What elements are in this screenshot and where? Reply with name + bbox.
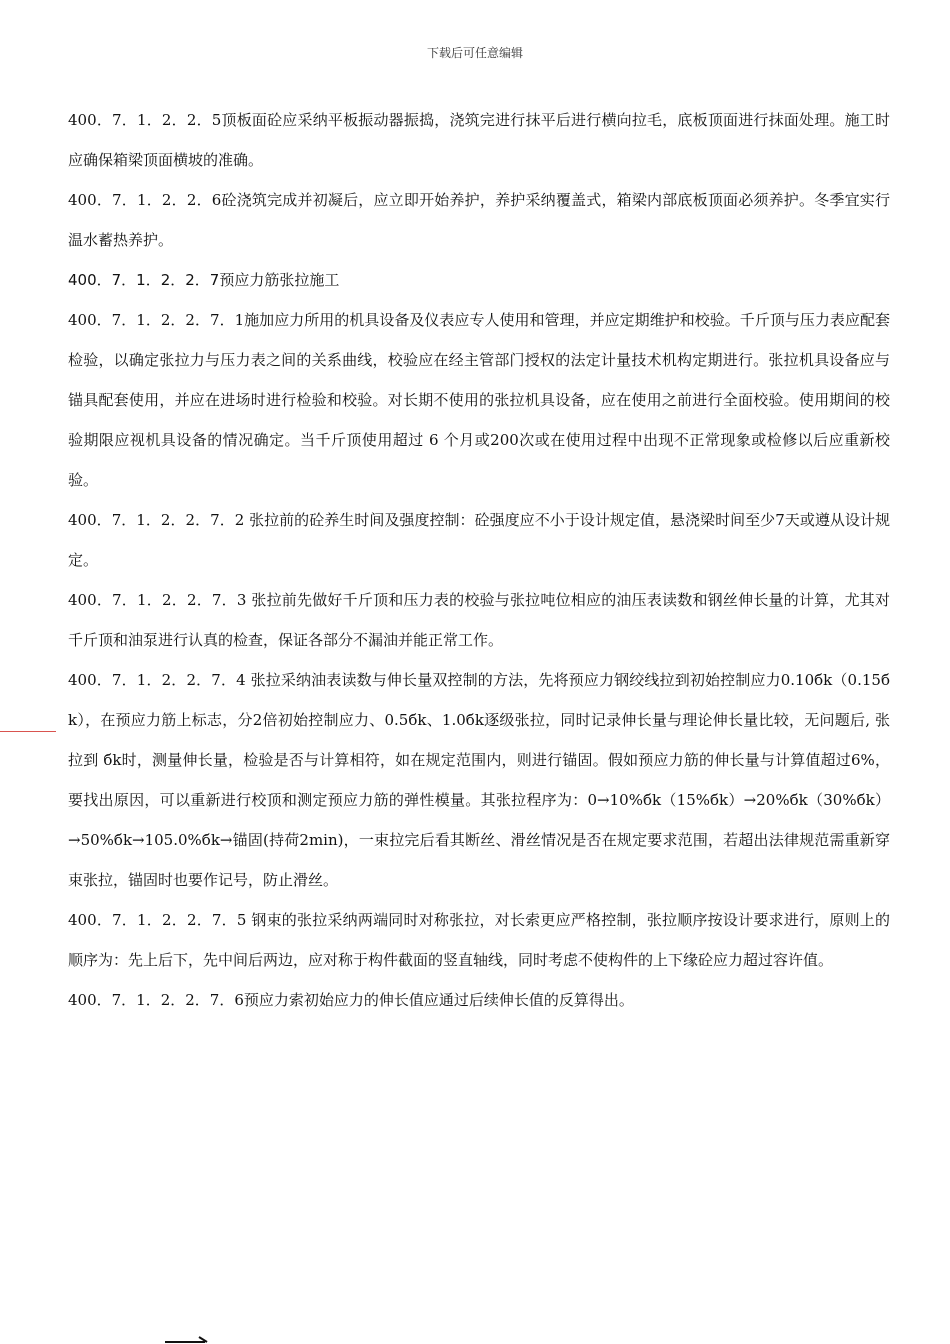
paragraph-400-7-1-2-2-6: 400．7．1．2．2．6砼浇筑完成并初凝后，应立即开始养护，养护采纳覆盖式，箱梁内部底板顶面必须养护。冬季宜实行温水蓄热养护。 [68, 191, 890, 249]
page-header: 下载后可任意编辑 [426, 46, 523, 60]
arrow-right-icon [165, 1336, 209, 1344]
paragraph-400-7-1-2-2-7-4: 400．7．1．2．2．7．4 张拉采纳油表读数与伸长量双控制的方法，先将预应力钢绞线拉到初始控制应力0.10бk（0.15бk），在预应力筋上标志，分2倍初始控制应力、0.5бk、1.0бk逐级张拉，同时记录伸长量与理论伸长量比较，无问题后, 张拉到 бk时，测量伸长量，检验是否与计算相符，如在规定范围内，则进行锚固。假如预应力筋的伸长量与计算值超过6%，要找出原因，可以重新进行校顶和测定预应力筋的弹性模量。其张拉程序为：0→10%бk（15%бk）→20%бk（30%бk）→50%бk→105.0%бk→锚固(持荷2min)，一束拉完后看其断丝、滑丝情况是否在规定要求范围，若超出法律规范需重新穿束张拉，锚固时也要作记号，防止滑丝。 [68, 671, 890, 889]
paragraph-400-7-1-2-2-7-1: 400．7．1．2．2．7．1施加应力所用的机具设备及仪表应专人使用和管理，并应定期维护和校验。千斤顶与压力表应配套检验，以确定张拉力与压力表之间的关系曲线，校验应在经主管部门授权的法定计量技术机构定期进行。张拉机具设备应与锚具配套使用，并应在进场时进行检验和校验。对长期不使用的张拉机具设备，应在使用之前进行全面校验。使用期间的校验期限应视机具设备的情况确定。当千斤顶使用超过 6 个月或200次或在使用过程中出现不正常现象或检修以后应重新校验。 [68, 311, 890, 489]
margin-marker-line [0, 731, 56, 732]
paragraph-400-7-1-2-2-7-2: 400．7．1．2．2．7．2 张拉前的砼养生时间及强度控制：砼强度应不小于设计规定值，悬浇梁时间至少7天或遵从设计规定。 [68, 511, 890, 569]
document-body [68, 100, 890, 1020]
paragraph-400-7-1-2-2-5: 400．7．1．2．2．5顶板面砼应采纳平板振动器振捣，浇筑完进行抹平后进行横向拉毛，底板顶面进行抹面处理。施工时应确保箱梁顶面横坡的准确。 [68, 111, 890, 169]
paragraph-400-7-1-2-2-7-5: 400．7．1．2．2．7．5 钢束的张拉采纳两端同时对称张拉，对长索更应严格控制，张拉顺序按设计要求进行，原则上的顺序为：先上后下，先中间后两边，应对称于构件截面的竖直轴线，同时考虑不使构件的上下缘砼应力超过容许值。 [68, 911, 890, 969]
paragraph-400-7-1-2-2-7-6: 400．7．1．2．2．7．6预应力索初始应力的伸长值应通过后续伸长值的反算得出。 [68, 991, 634, 1009]
paragraph-400-7-1-2-2-7-3: 400．7．1．2．2．7．3 张拉前先做好千斤顶和压力表的校验与张拉吨位相应的油压表读数和钢丝伸长量的计算，尤其对千斤顶和油泵进行认真的检查，保证各部分不漏油并能正常工作。 [68, 591, 890, 649]
section-heading-prestress-tensioning: 400．7．1．2．2．7预应力筋张拉施工 [68, 271, 340, 289]
